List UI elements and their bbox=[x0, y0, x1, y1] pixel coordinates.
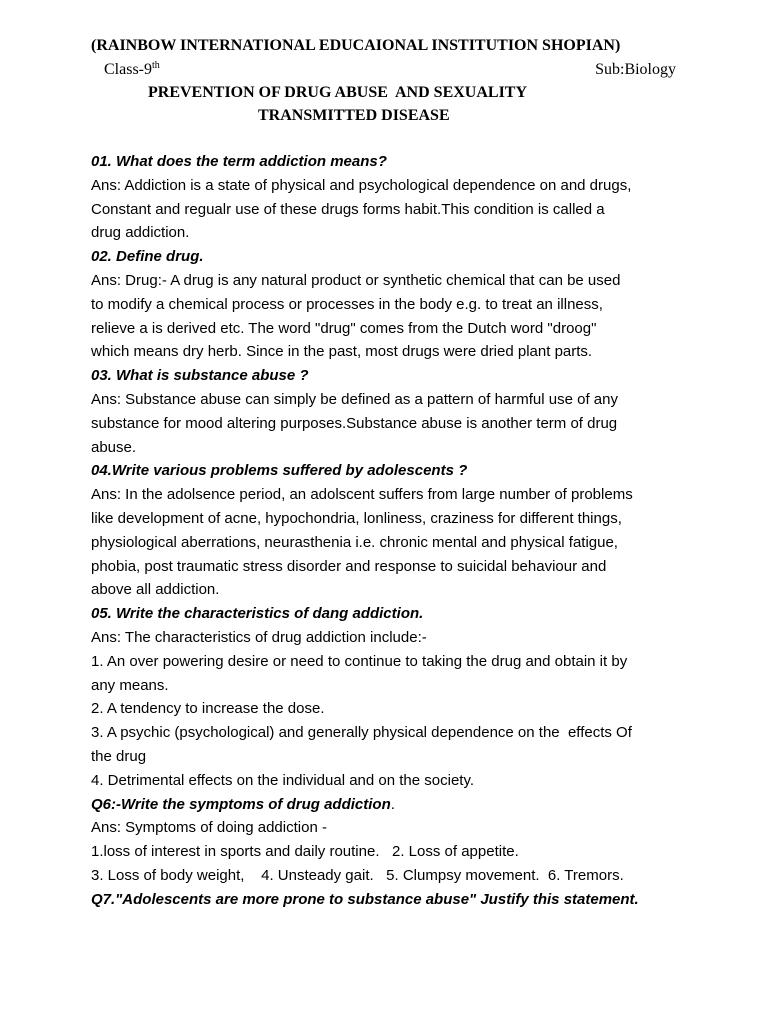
question-line bbox=[91, 245, 691, 269]
answer-line: 2. A tendency to increase the dose. bbox=[91, 700, 325, 718]
answer-line: 4. Detrimental effects on the individual and on the society. bbox=[91, 771, 475, 789]
answer-line: which means dry herb. Since in the past, most drugs were dried plant parts. bbox=[91, 343, 593, 361]
answer-line: 3. A psychic (psychological) and generally physical dependence on the effects Of bbox=[91, 724, 632, 742]
question-text: 04.Write various problems suffered by adolescents ? bbox=[91, 462, 468, 480]
answer-line: drug addiction. bbox=[91, 224, 190, 242]
answer-line: substance for mood altering purposes.Substance abuse is another term of drug bbox=[91, 414, 618, 432]
question-line bbox=[91, 888, 691, 912]
answer-line: abuse. bbox=[91, 438, 137, 456]
question-line bbox=[91, 793, 691, 817]
document-body bbox=[91, 150, 691, 912]
class-superscript: th bbox=[152, 60, 160, 71]
question-text: 02. Define drug. bbox=[91, 248, 204, 266]
answer-line: 1.loss of interest in sports and daily routine. 2. Loss of appetite. bbox=[91, 843, 519, 861]
answer-line: 3. Loss of body weight, 4. Unsteady gait. 5. Clumpsy movement. 6. Tremors. bbox=[91, 866, 624, 884]
subject-label: Sub:Biology bbox=[595, 61, 676, 78]
answer-line: to modify a chemical process or processes in the body e.g. to treat an illness, bbox=[91, 295, 603, 313]
question-text: 03. What is substance abuse ? bbox=[91, 367, 309, 385]
answer-line: phobia, post traumatic stress disorder and response to suicidal behaviour and bbox=[91, 557, 607, 575]
title-line-2: TRANSMITTED DISEASE bbox=[258, 107, 450, 124]
question-text: 01. What does the term addiction means? bbox=[91, 153, 387, 170]
answer-line: any means. bbox=[91, 676, 169, 694]
answer-line: physiological aberrations, neurasthenia i.e. chronic mental and physical fatigue, bbox=[91, 533, 618, 551]
answer-line: Ans: The characteristics of drug addiction include:- bbox=[91, 628, 427, 646]
answer-line: 1. An over powering desire or need to continue to taking the drug and obtain it by bbox=[91, 652, 628, 670]
question-line bbox=[91, 602, 691, 626]
question-line bbox=[91, 150, 691, 174]
question-text: Q7."Adolescents are more prone to substance abuse" Justify this statement. bbox=[91, 890, 639, 908]
answer-line: above all addiction. bbox=[91, 581, 220, 599]
question-suffix: . bbox=[390, 795, 395, 813]
question-line bbox=[91, 364, 691, 388]
answer-line: Ans: Drug:- A drug is any natural product or synthetic chemical that can be used bbox=[91, 271, 621, 289]
class-label bbox=[104, 61, 160, 79]
answer-line: Constant and regualr use of these drugs forms habit.This condition is called a bbox=[91, 200, 605, 218]
answer-line: Ans: Symptoms of doing addiction - bbox=[91, 819, 327, 837]
answer-line: Ans: In the adolsence period, an adolscent suffers from large number of problems bbox=[91, 486, 633, 504]
question-text: Q6:-Write the symptoms of drug addiction bbox=[91, 795, 391, 813]
question-text: 05. Write the characteristics of dang addiction. bbox=[91, 605, 424, 623]
answer-line: relieve a is derived etc. The word "drug" comes from the Dutch word "droog" bbox=[91, 319, 597, 337]
answer-line: Ans: Substance abuse can simply be defined as a pattern of harmful use of any bbox=[91, 390, 618, 408]
answer-line: like development of acne, hypochondria, lonliness, craziness for different things, bbox=[91, 509, 622, 527]
institution-name: (RAINBOW INTERNATIONAL EDUCAIONAL INSTITUTION SHOPIAN) bbox=[91, 37, 621, 54]
answer-line: Ans: Addiction is a state of physical and psychological dependence on and drugs, bbox=[91, 176, 632, 194]
question-line bbox=[91, 459, 691, 483]
class-text: Class-9 bbox=[104, 61, 152, 78]
title-line-1: PREVENTION OF DRUG ABUSE AND SEXUALITY bbox=[148, 84, 528, 101]
answer-line: the drug bbox=[91, 747, 147, 765]
